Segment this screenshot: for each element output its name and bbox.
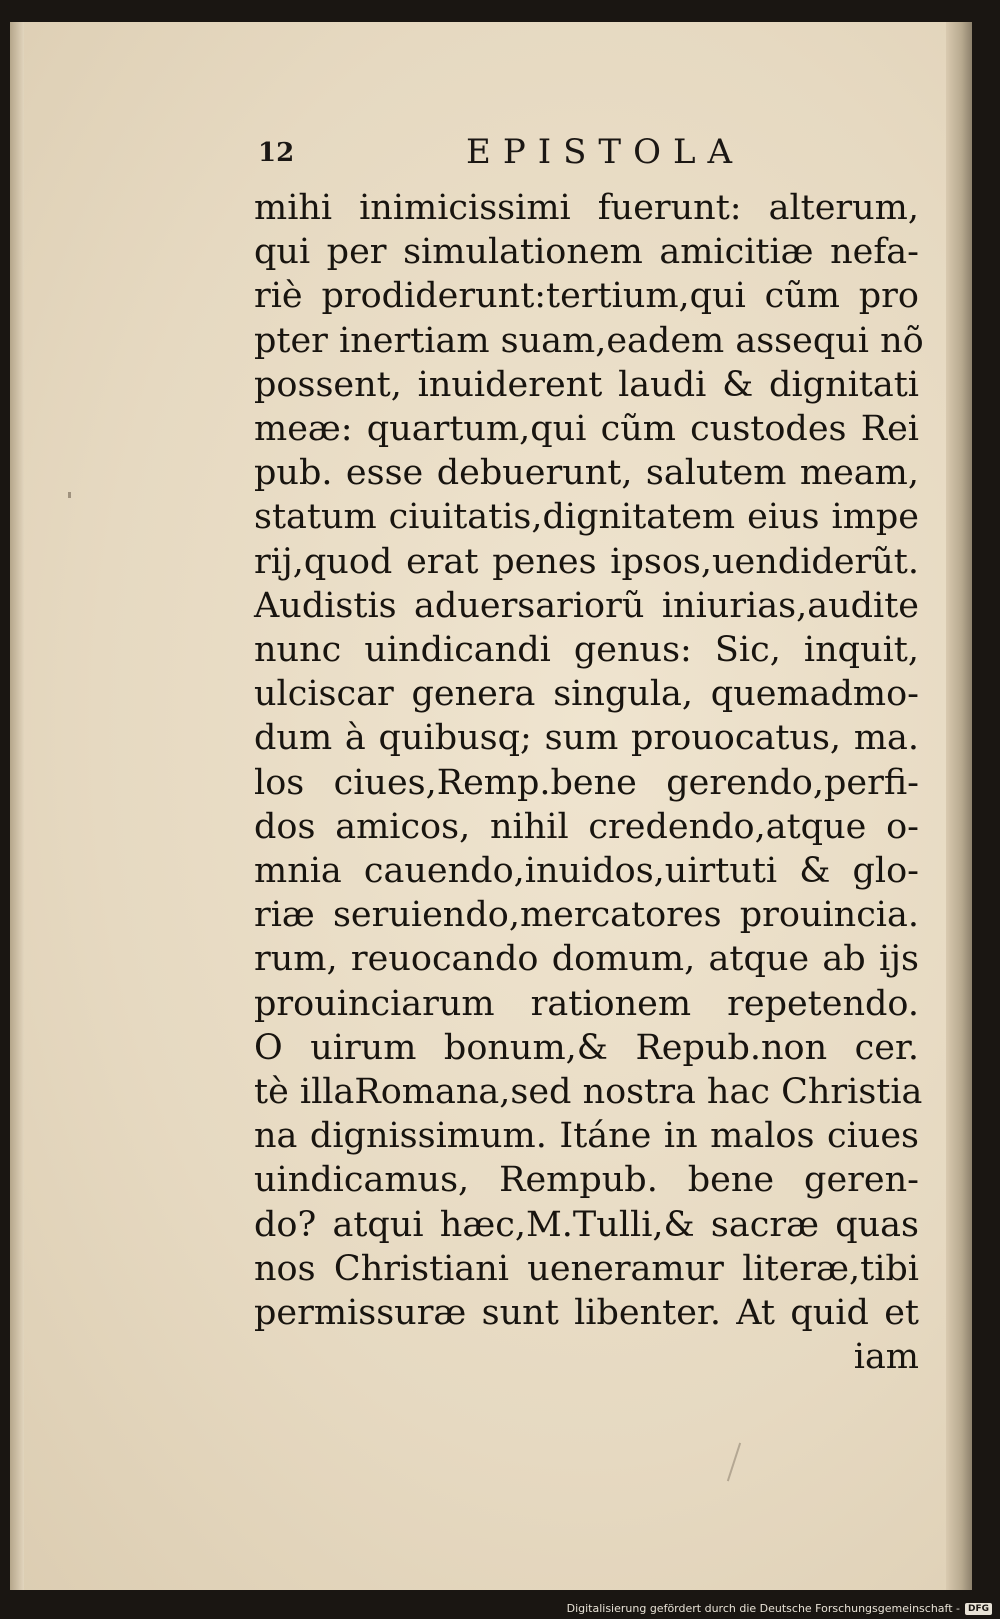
text-line: qui per simulationem amicitiæ nefa- — [254, 232, 919, 273]
text-line: rij,quod erat penes ipsos,uendiderũt. — [254, 541, 919, 582]
page-number: 12 — [258, 138, 295, 168]
paper-speck — [68, 492, 71, 498]
text-line: prouinciarum rationem repetendo. — [254, 983, 919, 1024]
page-gutter-shadow — [10, 22, 24, 1590]
text-line: do? atqui hæc,M.Tulli,& sacræ quas — [254, 1204, 919, 1245]
text-line: O uirum bonum,& Repub.non cer. — [254, 1027, 919, 1068]
text-line: possent, inuiderent laudi & dignitati — [254, 364, 919, 405]
text-line: rum, reuocando domum, atque ab ijs — [254, 939, 919, 980]
text-line: dum à quibusq; sum prouocatus, ma. — [254, 718, 919, 759]
text-line: meæ: quartum,qui cũm custodes Rei — [254, 409, 919, 450]
text-line: pub. esse debuerunt, salutem meam, — [254, 453, 919, 494]
dfg-logo: DFG — [965, 1603, 992, 1615]
text-line: mihi inimicissimi fuerunt: alterum, — [254, 188, 919, 228]
paper-speck — [727, 1443, 741, 1482]
text-line: Audistis aduersariorũ iniurias,audite — [254, 585, 919, 626]
book-page — [10, 22, 972, 1590]
catchword: iam — [853, 1337, 919, 1378]
text-line: pter inertiam suam,eadem assequi nõ — [254, 320, 924, 361]
text-line: na dignissimum. Itáne in malos ciues — [254, 1116, 919, 1157]
text-line: riè prodiderunt:tertium,qui cũm pro — [254, 276, 919, 317]
text-line: ulciscar genera singula, quemadmo- — [254, 674, 919, 715]
credit-text: Digitalisierung gefördert durch die Deutsche Forschungsgemeinschaft - — [566, 1602, 960, 1615]
text-line: permissuræ sunt libenter. At quid et — [254, 1293, 919, 1334]
text-line: dos amicos, nihil credendo,atque o- — [254, 806, 919, 847]
body-text — [254, 186, 924, 1379]
text-line: mnia cauendo,inuidos,uirtuti & glo- — [254, 851, 919, 892]
text-line: nunc uindicandi genus: Sic, inquit, — [254, 630, 919, 671]
text-line: uindicamus, Rempub. bene geren- — [254, 1160, 919, 1201]
text-line: tè illaRomana,sed nostra hac Christia — [254, 1072, 923, 1113]
digitization-credit — [567, 1602, 992, 1615]
text-line: nos Christiani ueneramur literæ,tibi — [254, 1248, 919, 1289]
text-line: riæ seruiendo,mercatores prouincia. — [254, 895, 919, 936]
running-head — [258, 132, 745, 176]
page-edge-shadow — [946, 22, 972, 1590]
text-line: statum ciuitatis,dignitatem eius impe — [254, 497, 919, 538]
text-line: los ciues,Remp.bene gerendo,perfi- — [254, 762, 919, 803]
running-head-title: EPISTOLA — [466, 132, 745, 172]
